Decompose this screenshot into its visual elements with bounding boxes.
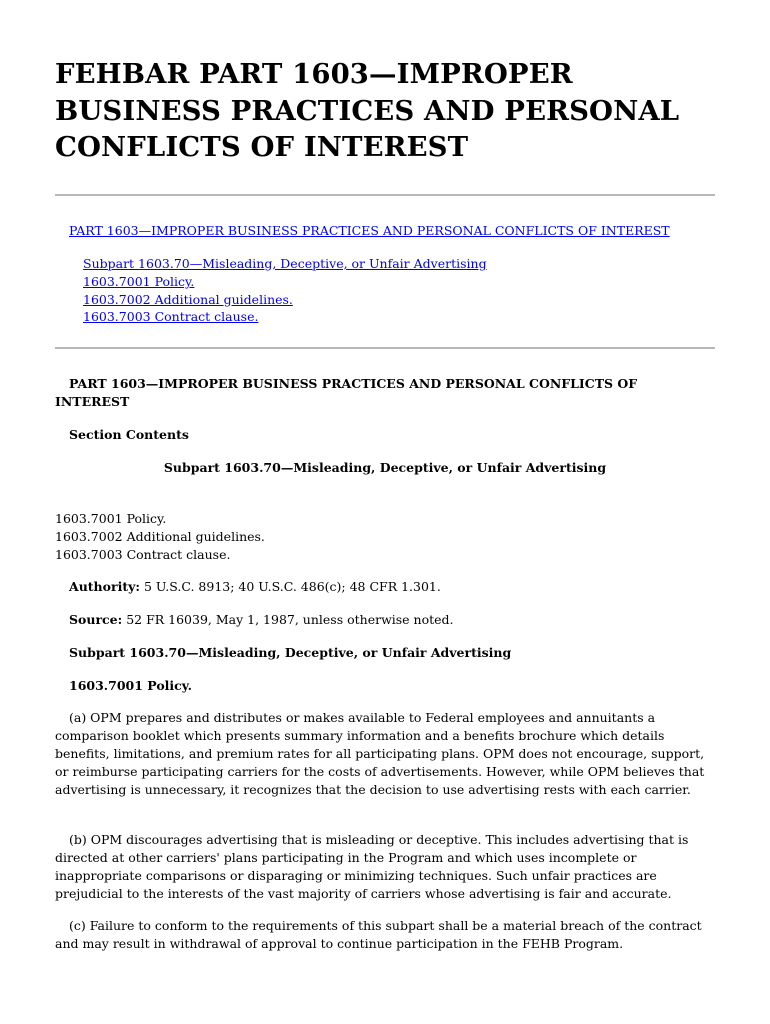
part-heading: PART 1603—IMPROPER BUSINESS PRACTICES AND PERSONAL CONFLICTS OF INTEREST — [55, 376, 638, 409]
toc-list — [83, 255, 487, 326]
contents-item-1603-7002: 1603.7002 Additional guidelines. — [55, 529, 265, 544]
toc-link-subpart-1603-70[interactable]: Subpart 1603.70—Misleading, Deceptive, or Unfair Advertising — [83, 256, 487, 271]
section-contents-label: Section Contents — [69, 427, 189, 442]
source-line — [55, 611, 715, 629]
toc-part-link[interactable]: PART 1603—IMPROPER BUSINESS PRACTICES AND PERSONAL CONFLICTS OF INTEREST — [69, 223, 670, 238]
source-label: Source: — [69, 612, 123, 627]
subpart-heading: Subpart 1603.70—Misleading, Deceptive, or Unfair Advertising — [69, 645, 512, 660]
contents-item-1603-7003: 1603.7003 Contract clause. — [55, 547, 231, 562]
subpart-heading-centered: Subpart 1603.70—Misleading, Deceptive, or Unfair Advertising — [163, 460, 607, 475]
middle-divider — [55, 347, 715, 349]
toc-link-1603-7001[interactable]: 1603.7001 Policy. — [83, 273, 195, 289]
contents-item-1603-7001: 1603.7001 Policy. — [55, 511, 167, 526]
paragraph-a: (a) OPM prepares and distributes or makes available to Federal employees and annuitants a comparison booklet which presents summary information and a benefits brochure which details benefits, limitations, and premium rates for all participating plans. OPM does not encourage, support, or reimburse participating carriers for the costs of advertisements. However, while OPM believes that advertising is unnecessary, it recognizes that the decision to use advertising rests with each carrier. — [55, 710, 705, 797]
authority-line — [55, 578, 715, 596]
page-title: FEHBAR PART 1603—IMPROPER BUSINESS PRACTICES AND PERSONAL CONFLICTS OF INTEREST — [55, 58, 680, 163]
contents-list — [55, 510, 715, 564]
toc-link-1603-7003[interactable]: 1603.7003 Contract clause. — [83, 309, 259, 325]
authority-text: 5 U.S.C. 8913; 40 U.S.C. 486(c); 48 CFR 1.301. — [143, 579, 441, 594]
source-text: 52 FR 16039, May 1, 1987, unless otherwise noted. — [126, 612, 454, 627]
authority-label: Authority: — [69, 579, 140, 594]
section-heading: 1603.7001 Policy. — [69, 678, 192, 693]
paragraph-c: (c) Failure to conform to the requirements of this subpart shall be a material breach of the contract and may result in withdrawal of approval to continue participation in the FEHB Program. — [55, 918, 702, 951]
toc-link-1603-7002[interactable]: 1603.7002 Additional guidelines. — [83, 291, 293, 307]
top-divider — [55, 194, 715, 196]
paragraph-b: (b) OPM discourages advertising that is misleading or deceptive. This includes advertising that is directed at other carriers' plans participating in the Program and which uses incomplete or inappropriate comparisons or disparaging or minimizing techniques. Such unfair practices are prejudicial to the interests of the vast majority of carriers whose advertising is fair and accurate. — [55, 832, 689, 901]
